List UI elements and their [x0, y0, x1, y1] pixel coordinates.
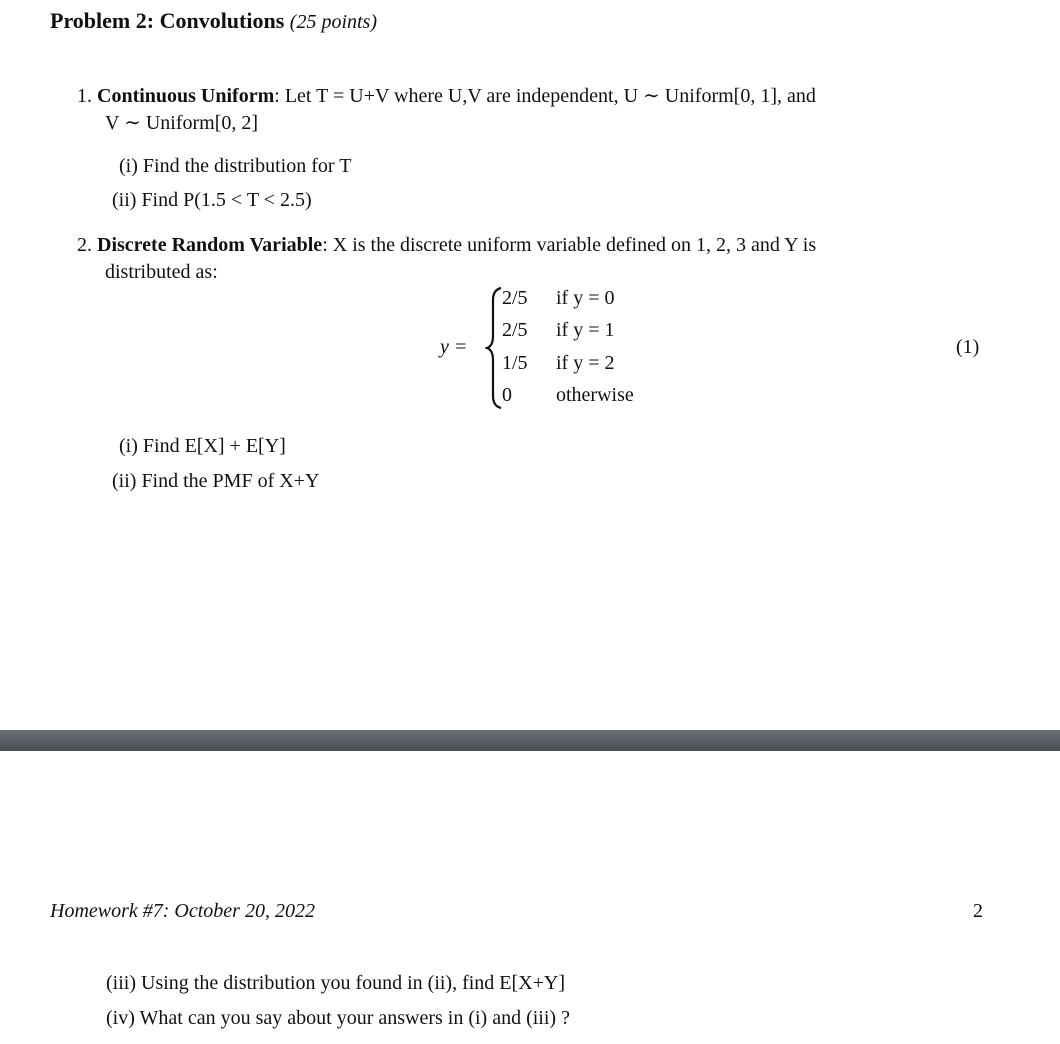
problem-title [50, 8, 377, 34]
q2-heading: Discrete Random Variable [97, 234, 323, 256]
q2-text-line2: distributed as: [105, 261, 218, 283]
q1-sub-i [119, 155, 351, 178]
case-condition-4: otherwise [556, 384, 634, 406]
q1-heading: Continuous Uniform [97, 85, 275, 107]
q2-sub-i-marker: (i) [119, 435, 138, 457]
problem-points: (25 points) [289, 11, 377, 33]
case-value-4: 0 [502, 384, 512, 406]
q1-number: 1. [77, 85, 92, 107]
equation-lhs: y = [440, 336, 468, 358]
q1-sub-ii-marker: (ii) [112, 189, 137, 211]
equation-number: (1) [956, 336, 980, 358]
case-value-2: 2/5 [502, 319, 528, 341]
q1-text-line1: : Let T = U+V where U,V are independent, U ∼ Uniform[0, 1], and [274, 85, 816, 107]
problem-title-text: Problem 2: Convolutions [50, 8, 285, 33]
q1-text-line2: V ∼ Uniform[0, 2] [105, 112, 259, 134]
case-condition-3: if y = 2 [556, 352, 615, 374]
q1-sub-i-marker: (i) [119, 155, 138, 177]
q2-sub-ii-text: Find the PMF of X+Y [141, 470, 320, 492]
q2-sub-iv-marker: (iv) [106, 1007, 135, 1029]
q2-sub-i-text: Find E[X] + E[Y] [142, 435, 286, 457]
q2-line1 [77, 234, 816, 257]
case-condition-1: if y = 0 [556, 287, 615, 309]
case-value-3: 1/5 [502, 352, 528, 374]
q2-sub-iii-text: Using the distribution you found in (ii), find E[X+Y] [141, 972, 566, 994]
q1-sub-ii-text: Find P(1.5 < T < 2.5) [141, 189, 312, 211]
q2-sub-iii [106, 972, 565, 995]
case-value-1: 2/5 [502, 287, 528, 309]
q2-sub-ii-marker: (ii) [112, 470, 137, 492]
footer-page-number: 2 [973, 900, 983, 922]
q2-sub-i [119, 435, 286, 458]
q2-sub-iv [106, 1007, 570, 1030]
q2-number: 2. [77, 234, 92, 256]
left-brace-icon [485, 286, 503, 410]
footer-homework: Homework #7: October 20, 2022 [50, 900, 315, 922]
q2-sub-iii-marker: (iii) [106, 972, 136, 994]
case-condition-2: if y = 1 [556, 319, 615, 341]
q1-sub-i-text: Find the distribution for T [142, 155, 352, 177]
q2-text-line1: : X is the discrete uniform variable defined on 1, 2, 3 and Y is [322, 234, 817, 256]
q2-sub-iv-text: What can you say about your answers in (i) and (iii) ? [139, 1007, 570, 1029]
page-divider [0, 730, 1060, 751]
q1-sub-ii [112, 189, 312, 212]
q2-sub-ii [112, 470, 319, 493]
q1-line1 [77, 83, 816, 108]
